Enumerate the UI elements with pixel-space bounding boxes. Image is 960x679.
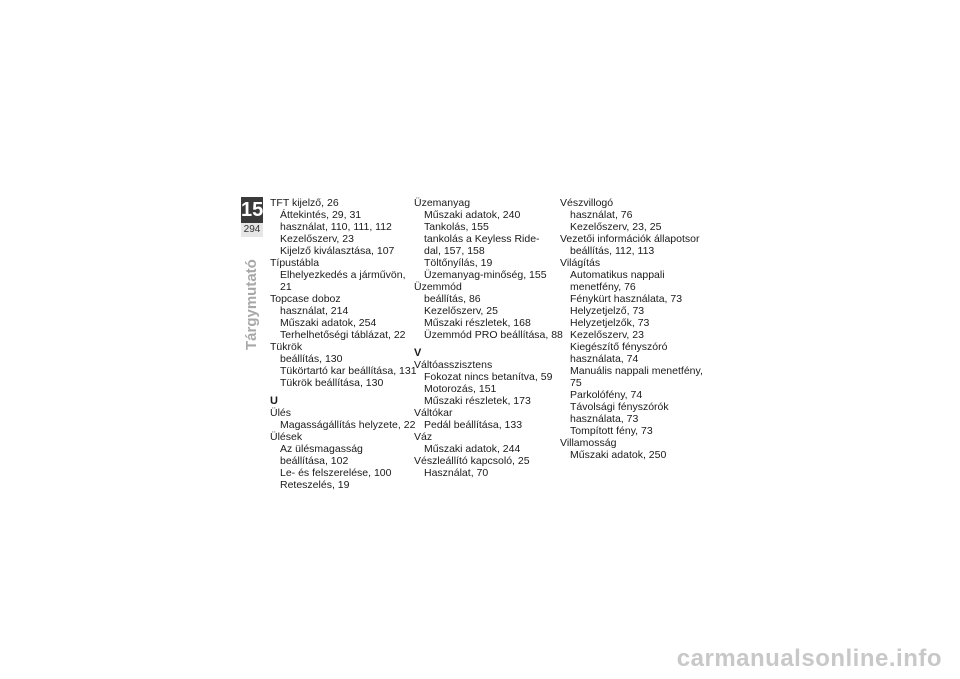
index-entry: Villamosság (560, 437, 617, 449)
index-subentry: Magasságállítás helyzete, 22 (280, 419, 416, 431)
index-column-3 (560, 197, 710, 461)
index-entry: Ülés (270, 407, 292, 419)
index-letter: V (414, 347, 422, 359)
index-subentry: Fénykürt használata, 73 (570, 293, 683, 305)
index-entry: Váltóasszisztens (414, 359, 493, 371)
index-subentry: Reteszelés, 19 (280, 479, 350, 491)
watermark: carmanualsonline.info (676, 645, 942, 672)
index-subentry: Műszaki adatok, 254 (280, 317, 377, 329)
index-subentry: Parkolófény, 74 (570, 389, 643, 401)
index-entry: Váz (414, 431, 433, 443)
index-subentry: Kezelőszerv, 23 (280, 233, 354, 245)
index-subentry: Használat, 70 (424, 467, 489, 479)
index-subentry: Fokozat nincs betanítva, 59 (424, 371, 553, 383)
index-entry: Vezetői információk állapotsor (560, 233, 700, 245)
index-entry: Váltókar (414, 407, 453, 419)
index-subentry: Műszaki részletek, 173 (424, 395, 531, 407)
index-subentry: menetfény, 76 (570, 281, 636, 293)
index-subentry: beállítás, 112, 113 (570, 245, 655, 257)
index-entry: Tükrök (270, 341, 303, 353)
index-subentry: Tükrök beállítása, 130 (280, 377, 384, 389)
index-subentry: Műszaki részletek, 168 (424, 317, 531, 329)
index-subentry: használata, 74 (570, 353, 639, 365)
section-title: Tárgymutató (243, 259, 260, 350)
index-subentry: Az ülésmagasság (280, 443, 363, 455)
index-subentry: Távolsági fényszórók (570, 401, 669, 413)
index-subentry: Műszaki adatok, 250 (570, 449, 667, 461)
index-subentry: Üzemmód PRO beállítása, 88 (424, 329, 563, 341)
index-subentry: dal, 157, 158 (424, 245, 485, 257)
chapter-badge (241, 197, 263, 237)
index-subentry: beállítása, 102 (280, 455, 349, 467)
index-entry: Vészleállító kapcsoló, 25 (414, 455, 530, 467)
index-column-1 (270, 197, 420, 491)
index-subentry: Terhelhetőségi táblázat, 22 (280, 329, 406, 341)
index-column-2 (414, 197, 564, 479)
index-subentry: Automatikus nappali (570, 269, 665, 281)
index-subentry: Elhelyezkedés a járművön, 21 (280, 269, 406, 293)
index-subentry: Motorozás, 151 (424, 383, 497, 395)
index-subentry: Töltőnyílás, 19 (424, 257, 493, 269)
index-entry: Ülések (270, 431, 303, 443)
index-subentry: Kezelőszerv, 25 (424, 305, 498, 317)
index-subentry: beállítás, 86 (424, 293, 481, 305)
index-subentry: Kezelőszerv, 23, 25 (570, 221, 662, 233)
index-subentry: Üzemanyag-minőség, 155 (424, 269, 547, 281)
index-subentry: Kijelző kiválasztása, 107 (280, 245, 395, 257)
index-subentry: használat, 76 (570, 209, 633, 221)
index-subentry: Tükörtartó kar beállítása, 131 (280, 365, 417, 377)
index-subentry: Helyzetjelző, 73 (570, 305, 645, 317)
index-subentry: Kiegészítő fényszóró (570, 341, 668, 353)
index-entry: Topcase doboz (270, 293, 341, 305)
index-subentry: tankolás a Keyless Ride- (424, 233, 540, 245)
index-subentry: használat, 214 (280, 305, 349, 317)
index-entry: Üzemmód (414, 281, 462, 293)
index-subentry: Tompított fény, 73 (570, 425, 653, 437)
index-subentry: Kezelőszerv, 23 (570, 329, 644, 341)
index-subentry: beállítás, 130 (280, 353, 343, 365)
index-subentry: Le- és felszerelése, 100 (280, 467, 392, 479)
index-subentry: Tankolás, 155 (424, 221, 489, 233)
index-entry: Világítás (560, 257, 601, 269)
index-entry: TFT kijelző, 26 (270, 197, 339, 209)
page-number: 294 (241, 223, 263, 237)
index-subentry: használat, 110, 111, 112 (280, 221, 392, 233)
index-letter: U (270, 395, 278, 407)
index-subentry: Műszaki adatok, 240 (424, 209, 521, 221)
index-subentry: Pedál beállítása, 133 (424, 419, 523, 431)
index-subentry: Helyzetjelzők, 73 (570, 317, 650, 329)
index-subentry: Manuális nappali menetfény, 75 (570, 365, 703, 389)
index-subentry: Műszaki adatok, 244 (424, 443, 521, 455)
index-entry: Típustábla (270, 257, 320, 269)
index-entry: Vészvillogó (560, 197, 614, 209)
chapter-number: 15 (241, 199, 264, 221)
index-subentry: Áttekintés, 29, 31 (280, 209, 362, 221)
index-subentry: használata, 73 (570, 413, 639, 425)
index-entry: Üzemanyag (414, 197, 471, 209)
